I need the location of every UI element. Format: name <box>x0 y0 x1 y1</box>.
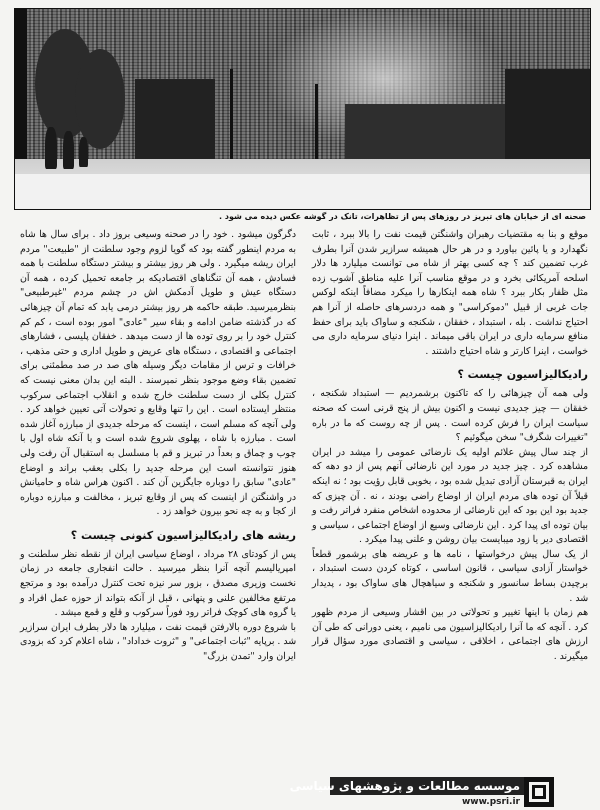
paragraph: با شروع دوره بالارفتن قیمت نفت ، میلیارد ها دلار بطرف ایران سرازیر شد . برپایه "ثبات اجتماعی" و "ثروت خداداد" ، شاه اعلام کرد که بزودی ایران وارد "تمدن بزرگ" <box>20 621 296 663</box>
photo-caption: صحنه ای از خیابان های تبریز در روزهای پس از تظاهرات، تانک در گوشه عکس دیده می شود . <box>219 212 586 221</box>
paragraph: از چند سال پیش علائم اولیه یک نارضائی عمومی را میشد در ایران مشاهده کرد . چیز جدید در مورد این نارضائی آنهم پس از دو دهه که ایران به قبرستان آزادی تبدیل شده بود ، بخوبی قابل رؤیت بود ؛ نه اینکه قبلاً آن توده های مردم ایران از اوضاع راضی بودند ، نه . آن چیزی که جدید بود این بود که این نارضائی از محدوده اشخاص منفرد فراتر رفت و بیان توده ای پیدا کرد . این نارضائی وسیع از اوضاع اجتماعی ، سیاسی و اقتصادی دیر یا زود میبایست بیان روشن و علنی پیدا میکرد . <box>312 446 588 546</box>
right-column <box>312 228 588 665</box>
section-heading: رادیکالیزاسیون چیست ؟ <box>457 368 588 382</box>
watermark-banner: موسسه مطالعات و پژوهشهای سیاسی <box>330 777 524 795</box>
watermark-url[interactable]: www.psri.ir <box>461 797 520 807</box>
paragraph: پس از کودتای ۲۸ مرداد ، اوضاع سیاسی ایران از نقطه نظر سلطنت و امپریالیسم آنچه آنرا بنظر میرسید . حالت انفجاری جامعه در زمان نخست وزیری مصدق ، بزور سر نیزه تحت کنترل درآمده بود و مرتجع مرتفع مخالفین علنی و پنهانی ، قبل از آنکه بتواند از حوزه عمل افراد و یا گروه های کوچک فراتر رود فوراً سرکوب و قلع و قمع میشد . <box>20 548 296 619</box>
section-heading: ریشه های رادیکالیزاسیون کنونی چیست ؟ <box>70 528 296 542</box>
paragraph: هم زمان با اینها تغییر و تحولاتی در بین اقشار وسیعی از مردم ظهور کرد . آنچه که ما آنرا رادیکالیزاسیون می نامیم ، یعنی دورانی که طی آن ارزش های اجتماعی ، اخلاقی ، سیاسی و اقتصادی مورد سؤال قرار میگیرند . <box>312 607 588 663</box>
institute-logo-icon <box>524 777 554 807</box>
left-column <box>20 228 296 665</box>
paragraph: ولی همه آن چیزهائی را که تاکنون برشمردیم — استبداد شکنجه ، خفقان — چیز جدیدی نیست و اکنون بیش از پنج قرنی است که صحنه سیاست ایران را فرش کرده است . پس از چه روست که ما در باره "تغییرات شگرف" سخن میگوئیم ؟ <box>312 388 588 444</box>
paragraph: دگرگون میشود . خود را در صحنه وسیعی بروز داد . برای سال ها شاه به مردم اینطور گفته بود که گویا لزوم وجود سلطنت از "طبیعت" مردم ایران ریشه میگیرد . ولی هر روز بیشتر و بیشتر دستگاه سلطنت با همه فسادش ، همه آن تنگناهای اقتصادیکه بر جامعه تحمیل کرده ، همه آن دستگاه عیش و طویل آدمکش اش در چشم مردم "غیرطبیعی" بنظرمیرسید. طبقه حاکمه هر روز بیشتر درمی یابد که تمام آن چیزهائی که در گذشته ضامن ادامه و بقاء سیر "عادی" امور بوده است ، کم کم کنترل خود را بر روی توده ها از دست میدهد . خفقان پلیسی ، فشارهای اجتماعی و اقتصادی ، دستگاه های عریض و طویل اداری و حتی مذهب ، خرافات و ترس از مقامات دیگر وسیله های صد در صد مطمئنی برای تضمین بقاء وضع موجود بنظر نمیرسند . البته این بدان معنی نیست که کنترل بکلی از دست سلطنت خارج شده و انقلاب اجتماعی سرکوب منتظر ایستاده است . این را تنها وقایع و تحولات آتی تعیین خواهد کرد . ولی آنچه که مسلم است ، اینست که مرحله جدیدی از مبارزه آغاز شده است . مبارزه با شاه ، پهلوی شروع شده است و با آنکه شاه اول با چوب و چماق و بعداً در تبریز و قم با مسلسل به استقبال آن رفت ولی هنوز نتوانسته است این مرحله جدید را بکلی بعقب براند و اوضاع "عادی" سابق را دوباره جایگزین آن کند . اکنون هراس شاه و حامیانش در واشنگتن از اینست که پس از وقایع تبریز ، مخالفت و مبارزه دوباره از کجا و به چه نحو بیرون خواهد زد . <box>20 229 296 518</box>
paragraph: موقع و بنا به مقتضیات رهبران واشنگتن قیمت نفت را بالا ببرد ، ثابت نگهدارد و یا پائین بیاورد و در هر حال همیشه سرازیر شدن آنرا بطرف غرب تضمین کند ؟ چه کسی بهتر از شاه می توانست میلیارد ها دلار اسلحه آمریکائی بخرد و در موقع مناسب آنرا علیه مناطق آشوب زده مثل ظفار بکار ببرد ؟ شاه همه اینکارها را میکرد مضافاً اینکه لوکس جات غربی از قبیل "دموکراسی" و همه دردسرهای حاصله از آنرا هم احتیاج نداشت . بله ، استبداد ، خفقان ، شکنجه و ساواک باید برای حفظ منافع سرمایه داری در ایران باقی میماند . اینرا دنیای سرمایه داری می خواست ، اینرا کارتر و شاه احتیاج داشتند . <box>312 229 588 357</box>
paragraph: از یک سال پیش درخواستها ، نامه ها و عریضه های برشمور قطعاً خواستار آزادی سیاسی ، قانون اساسی ، کوتاه کردن دست استبداد ، برچیدن بساط سانسور و شکنجه و سیاهچال های ساواک بود ، پدیدار شد . <box>312 548 588 604</box>
street-photo <box>14 8 591 210</box>
